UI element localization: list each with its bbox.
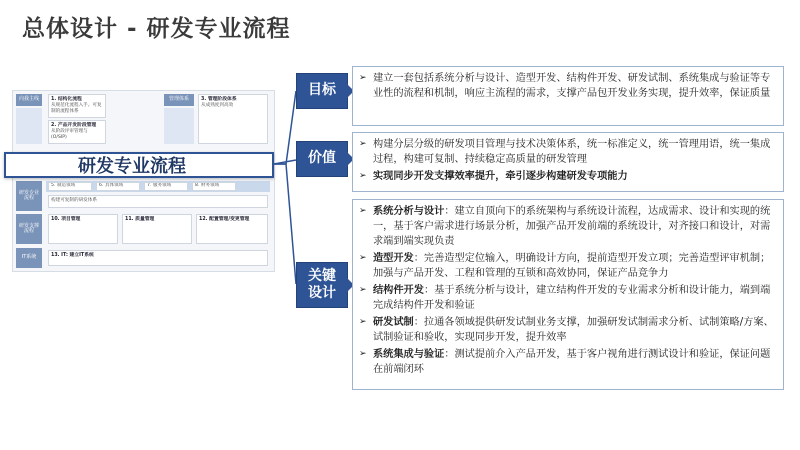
page-title: 总体设计 - 研发专业流程	[22, 16, 291, 42]
goal-item: ➢ 建立一套包括系统分析与设计、造型开发、结构件开发、研发试制、系统集成与验证等专业性的流程和机制，响应主流程的需求，支撑产品包开发业务实现，提升效率，保证质量	[359, 73, 771, 99]
thumb-row3-label: 研发支撑流程	[16, 214, 42, 244]
thumb-box-11: 11. 质量管理	[122, 214, 192, 244]
thumb-box-10: 10. 项目管理	[48, 214, 118, 244]
arrow-bullet-icon: ➢	[359, 206, 367, 216]
arrow-bullet-icon: ➢	[359, 317, 367, 327]
key-design-item: ➢ 系统分析与设计：建立自顶向下的系统架构与系统设计流程，达成需求、设计和实现的统一，基于客户需求进行场景分析，加强产品开发前端的系统设计，对齐接口和设计，对需求端到端实现负责	[359, 206, 771, 247]
thumb-box-2: 2. 产品开发阶段管理 从阶段评审管理与(O/SIP)	[48, 120, 106, 144]
arrow-bullet-icon: ➢	[359, 253, 367, 263]
thumb-item-8: 8. 财务领域	[192, 182, 236, 191]
thumb-item-7: 7. 服务领域	[144, 182, 188, 191]
arrow-bullet-icon: ➢	[359, 73, 367, 83]
thumb-item-6: 6. 具体领域	[96, 182, 140, 191]
thumb-item-5: 5. 制造领域	[48, 182, 92, 191]
thumb-row-3	[16, 214, 271, 244]
value-item-2: ➢ 实现同步开发支撑效率提升，牵引逐步构建研发专项能力	[359, 171, 628, 182]
section-label-goal: 目标	[296, 73, 348, 109]
arrow-bullet-icon: ➢	[359, 349, 367, 359]
arrow-bullet-icon: ➢	[359, 285, 367, 295]
thumb-row2-label: 研发专业流程	[16, 181, 42, 211]
thumb-box-1: 1. 结构化流程 从规范化流程入手。可复制的流程体系	[48, 94, 106, 118]
thumb-row-4	[16, 248, 271, 268]
arrow-bullet-icon: ➢	[359, 139, 367, 149]
section-label-key-design: 关键设计	[296, 262, 348, 308]
thumb-box-3: 3. 管理阶段体系 从成熟度到高效	[198, 94, 268, 144]
section-label-value: 价值	[296, 141, 348, 177]
thumb-row1-label: 向我主线	[16, 94, 42, 106]
value-item-1: ➢ 构建分层分级的研发项目管理与技术决策体系，统一标准定义，统一管理用语，统一集成过程，构建可复制、持续稳定高质量的研发管理	[359, 139, 771, 165]
thumb-row4-label: IT系统	[16, 248, 42, 268]
key-design-item: ➢ 研发试制：拉通各领域提供研发试制业务支撑，加强研发试制需求分析、试制策略/方案、试制验证和验收，实现同步开发，提升效率	[359, 317, 774, 343]
thumb-row-1	[16, 94, 271, 146]
key-design-item: ➢ 造型开发：完善造型定位输入，明确设计方向，提前造型开发立项；完善造型评审机制；加强与产品开发、工程和管理的互锁和高效协同，保证产品竞争力	[359, 253, 771, 279]
section-box-value	[352, 132, 784, 192]
key-design-item: ➢ 系统集成与验证：测试提前介入产品开发，基于客户视角进行测试设计和验证，保证问题在前端闭环	[359, 349, 771, 375]
section-box-goal	[352, 66, 784, 126]
thumb-row-2	[16, 181, 271, 211]
process-architecture-thumbnail	[12, 90, 275, 272]
arrow-bullet-icon: ➢	[359, 171, 367, 181]
key-design-item: ➢ 结构件开发：基于系统分析与设计，建立结构件开发的专业需求分析和设计能力，端到端完成结构件开发和验证	[359, 285, 771, 311]
thumb-row2-note: 构建可复制的研发体系	[48, 195, 268, 208]
section-box-key-design	[352, 199, 784, 390]
thumb-box-13: 13. IT: 建立IT系统	[48, 250, 268, 266]
rd-process-banner: 研发专业流程	[4, 152, 274, 178]
thumb-row1-tag: 管理体系	[164, 94, 194, 106]
thumb-box-12: 12. 配置管理/变更管理	[196, 214, 268, 244]
